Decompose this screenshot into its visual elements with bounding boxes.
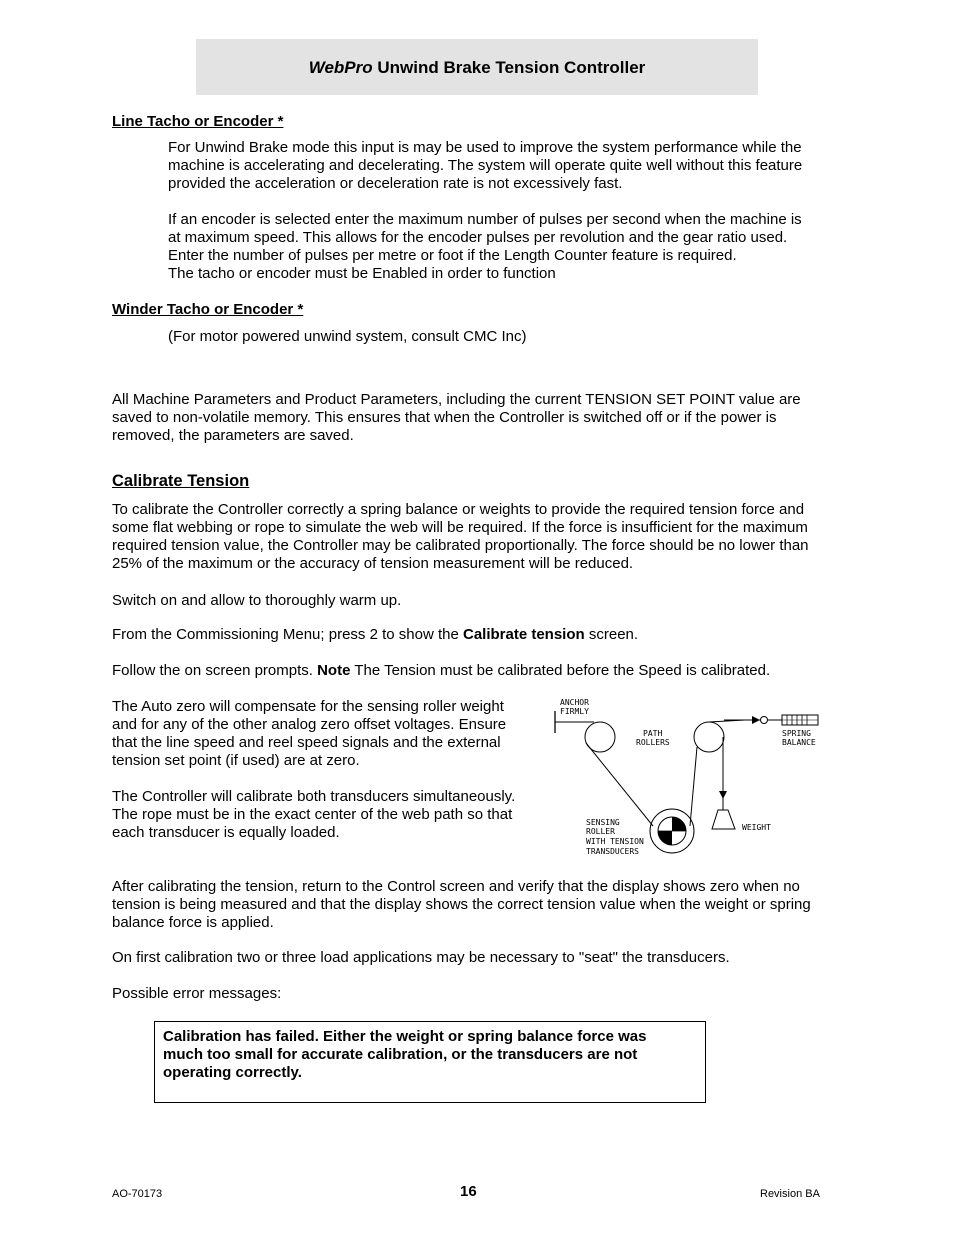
text-line: The Auto zero will compensate for the sensing roller weight [112,698,504,715]
text-line: All Machine Parameters and Product Parameters, including the current TENSION SET POINT value are [112,391,801,408]
transducers-paragraph [112,788,515,842]
title-rest: Unwind Brake Tension Controller [372,58,646,77]
path-rollers-label-2: ROLLERS [636,738,670,747]
after-calibration-paragraph [112,878,811,932]
warm-up-text: Switch on and allow to thoroughly warm up. [112,592,402,609]
spring-hook [761,717,768,724]
sensing-roller-quadrant [658,831,672,845]
text-line: To calibrate the Controller correctly a spring balance or weights to provide the required tension force and [112,501,805,518]
path-rollers-label-1: PATH [643,729,663,738]
text-line: provided the acceleration or deceleration rate is not excessively fast. [168,175,623,192]
text-line: operating correctly. [163,1064,302,1081]
spring-balance-label-1: SPRING [782,729,811,738]
weight-icon [712,810,735,829]
text-line: machine is accelerating and decelerating. The system will operate quite well without this feature [168,157,803,174]
menu-instruction [112,626,638,644]
memory-paragraph [112,391,801,445]
text-line: If an encoder is selected enter the maximum number of pulses per second when the machine is [168,211,802,228]
text-line: each transducer is equally loaded. [112,824,340,841]
text-line: and for any of the other analog zero offset voltages. Ensure [112,716,507,733]
text-bold: Calibrate tension [462,626,585,643]
sensing-roller-quadrant [672,817,686,831]
line-tacho-para-2 [168,211,802,283]
line-tacho-para-1 [168,139,802,193]
text-line: tension set point (if used) are at zero. [112,752,360,769]
tension-arrow-head [752,716,760,724]
sensing-roller-label-1: SENSING [586,818,620,827]
page-title [196,58,758,78]
text-span: screen. [584,626,639,643]
text-line: The rope must be in the exact center of the web path so that [112,806,513,823]
first-calibration-text: On first calibration two or three load applications may be necessary to "seat" the transducers. [112,949,730,966]
text-span: Follow the on screen prompts. [112,662,318,679]
calibrate-intro [112,501,809,573]
winder-tacho-text: (For motor powered unwind system, consult CMC Inc) [168,328,527,345]
text-line: After calibrating the tension, return to the Control screen and verify that the display shows zero when no [112,878,800,895]
footer-doc-id: AO-70173 [112,1188,163,1200]
text-line: at maximum speed. This allows for the encoder pulses per revolution and the gear ratio used. [168,229,788,246]
text-line: required tension value, the Controller may be calibrated proportionally. The force should be no lower than [112,537,809,554]
sensing-roller-label-4: TRANSDUCERS [586,847,639,856]
text-line: The Controller will calibrate both transducers simultaneously. [112,788,516,805]
text-line: For Unwind Brake mode this input is may be used to improve the system performance while the [168,139,802,156]
text-bold: Note [317,662,351,679]
calibrate-heading: Calibrate Tension [112,472,250,490]
text-line: saved to non-volatile memory. This ensures that when the Controller is switched off or if the power is [112,409,777,426]
error-message-text [163,1028,693,1082]
sensing-roller-label-2: ROLLER [586,827,615,836]
text-line: that the line speed and reel speed signals and the external [112,734,501,751]
weight-label: WEIGHT [742,823,771,832]
text-line: tension is being measured and that the display shows the correct tension value when the weight or spring [112,896,811,913]
anchor-label-2: FIRMLY [560,707,589,716]
text-line: Calibration has failed. Either the weight or spring balance force was [163,1028,647,1045]
text-line: much too small for accurate calibration, or the transducers are not [163,1046,638,1063]
weight-arrow-head [719,791,727,799]
right-path-roller [694,722,724,752]
web-path-right [690,747,697,826]
text-line: balance force is applied. [112,914,274,931]
text-line: Enter the number of pulses per metre or foot if the Length Counter feature is required. [168,247,737,264]
text-line: removed, the parameters are saved. [112,427,354,444]
footer-revision: Revision BA [760,1188,820,1200]
winder-tacho-heading: Winder Tacho or Encoder * [112,301,304,318]
text-line: some flat webbing or rope to simulate the web will be required. If the force is insufficient for the maximum [112,519,808,536]
sensing-roller-label-3: WITH TENSION [586,837,644,846]
text-line: 25% of the maximum or the accuracy of tension measurement will be reduced. [112,555,634,572]
page-number: 16 [460,1183,477,1200]
line-tacho-heading: Line Tacho or Encoder * [112,113,284,130]
web-path-left [586,743,653,826]
calibration-diagram [550,693,830,863]
anchor-label-1: ANCHOR [560,698,589,707]
follow-prompts-text [112,662,770,680]
text-span: From the Commissioning Menu; press 2 to show the [112,626,463,643]
auto-zero-paragraph [112,698,506,770]
text-span: The Tension must be calibrated before the Speed is calibrated. [350,662,771,679]
error-messages-label: Possible error messages: [112,985,282,1002]
text-line: The tacho or encoder must be Enabled in order to function [168,265,556,282]
title-product-name: WebPro [308,58,373,77]
spring-balance-label-2: BALANCE [782,738,816,747]
